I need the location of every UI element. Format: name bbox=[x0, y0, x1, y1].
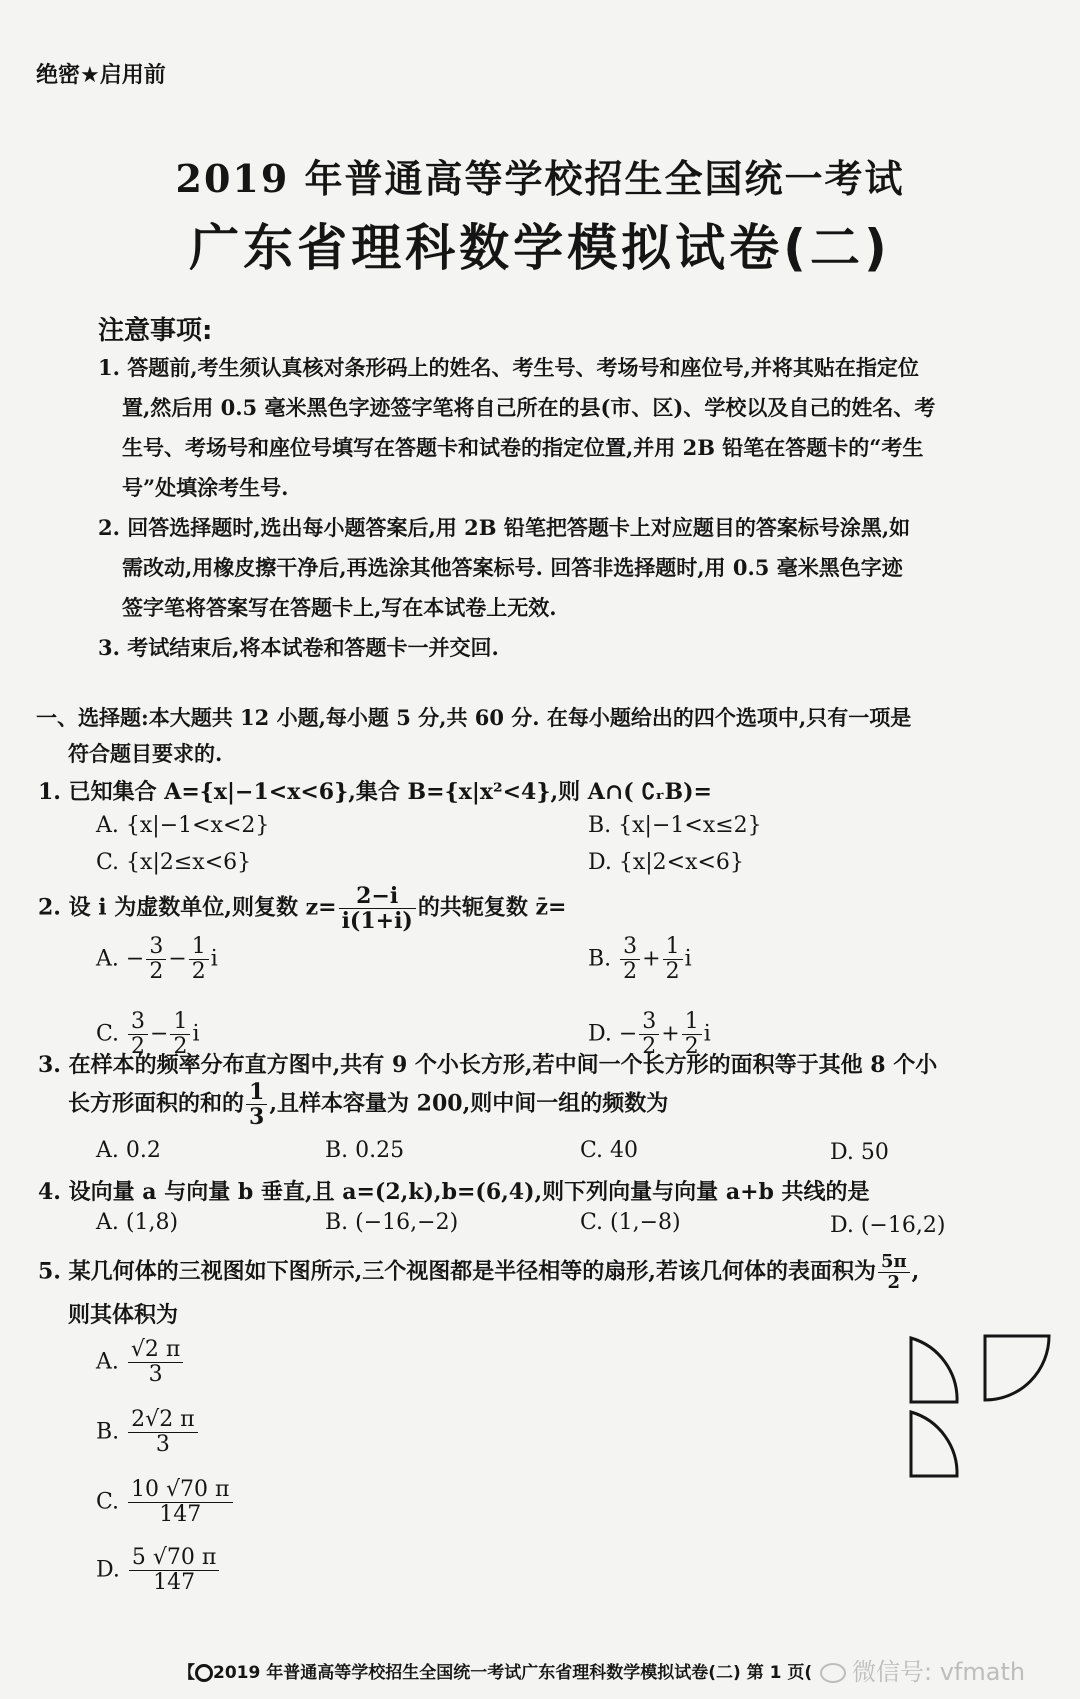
frac-num: 5 √70 π bbox=[129, 1546, 219, 1571]
frac-den: 2 bbox=[684, 1034, 699, 1060]
confidential-label: 绝密★启用前 bbox=[36, 63, 166, 88]
q2-frac-num: 2−i bbox=[339, 884, 416, 909]
three-view-figure bbox=[905, 1330, 1055, 1480]
frac-num: 3 bbox=[620, 935, 640, 960]
q5-option-c bbox=[96, 1478, 235, 1527]
option-label: C. bbox=[96, 1489, 120, 1515]
frac-num: √2 π bbox=[128, 1338, 183, 1363]
frac-num: 1 bbox=[170, 1010, 190, 1035]
footer-text: 2019 年普通高等学校招生全国统一考试广东省理科数学模拟试卷(二) 第 1 页( bbox=[213, 1663, 813, 1683]
option-label: D. bbox=[96, 1557, 120, 1583]
fraction bbox=[146, 935, 166, 984]
sign: + bbox=[661, 1021, 680, 1047]
frac-num: 3 bbox=[639, 1010, 659, 1035]
option-label: A. bbox=[96, 1349, 119, 1375]
notice-line: 生号、考场号和座位号填写在答题卡和试卷的指定位置,并用 2B 铅笔在答题卡的“考生 bbox=[122, 435, 924, 460]
frac-num: 5π bbox=[878, 1252, 910, 1273]
frac-num: 3 bbox=[128, 1010, 148, 1035]
frac-den: 2 bbox=[887, 1271, 901, 1293]
frac-den: 147 bbox=[153, 1570, 196, 1596]
frac-den: 2 bbox=[131, 1034, 146, 1060]
watermark-text: 微信号: vfmath bbox=[852, 1658, 1026, 1686]
fraction bbox=[128, 1408, 197, 1457]
question-3-line1: 3. 在样本的频率分布直方图中,共有 9 个小长方形,若中间一个长方形的面积等于其他 8 个小 bbox=[38, 1052, 938, 1078]
fraction bbox=[620, 935, 640, 984]
frac-den: 2 bbox=[665, 959, 680, 985]
publisher-logo-icon bbox=[195, 1664, 213, 1682]
question-5-line2: 则其体积为 bbox=[68, 1302, 179, 1328]
notice-heading: 注意事项: bbox=[98, 316, 213, 346]
q5-option-a bbox=[96, 1338, 185, 1387]
q5-option-b bbox=[96, 1408, 200, 1457]
fraction bbox=[663, 935, 683, 984]
wechat-icon bbox=[820, 1663, 846, 1683]
frac-den: 3 bbox=[148, 1362, 163, 1388]
fraction bbox=[128, 1338, 183, 1387]
frac-den: 3 bbox=[155, 1432, 170, 1458]
frac-num: 1 bbox=[663, 935, 683, 960]
fraction bbox=[129, 1546, 219, 1595]
frac-den: 3 bbox=[249, 1104, 265, 1131]
side-view-sector bbox=[985, 1336, 1049, 1400]
q5-text-pre: 5. 某几何体的三视图如下图所示,三个视图都是半径相等的扇形,若该几何体的表面积为 bbox=[38, 1258, 876, 1285]
notice-line: 1. 答题前,考生须认真核对条形码上的姓名、考生号、考场号和座位号,并将其贴在指定位 bbox=[98, 355, 919, 380]
watermark bbox=[820, 1652, 1025, 1687]
q2-fraction bbox=[339, 884, 416, 933]
sign: − bbox=[168, 946, 187, 972]
q1-option-c: C. {x|2≤x<6} bbox=[96, 850, 252, 875]
frac-den: 2 bbox=[191, 959, 206, 985]
question-4-stem: 4. 设向量 a 与向量 b 垂直,且 a=(2,k),b=(6,4),则下列向量与向量 a+b 共线的是 bbox=[38, 1179, 870, 1205]
front-view-sector bbox=[911, 1338, 957, 1402]
sign: − bbox=[618, 1021, 638, 1047]
exam-subtitle: 广东省理科数学模拟试卷(二) bbox=[189, 219, 891, 277]
section-heading: 一、选择题:本大题共 12 小题,每小题 5 分,共 60 分. 在每小题给出的四个选项中,只有一项是 bbox=[36, 705, 912, 730]
fraction bbox=[128, 1478, 232, 1527]
sign: + bbox=[642, 946, 661, 972]
frac-num: 1 bbox=[246, 1080, 267, 1105]
q2-option-b bbox=[588, 935, 692, 984]
notice-line: 签字笔将答案写在答题卡上,写在本试卷上无效. bbox=[122, 595, 557, 620]
frac-num: 1 bbox=[189, 935, 209, 960]
notice-line: 置,然后用 0.5 毫米黑色字迹签字笔将自己所在的县(市、区)、学校以及自己的姓名、考 bbox=[122, 395, 936, 420]
frac-den: 2 bbox=[623, 959, 638, 985]
exam-title: 2019 年普通高等学校招生全国统一考试 bbox=[175, 156, 905, 201]
option-label: C. bbox=[96, 1021, 120, 1047]
option-label: B. bbox=[96, 1419, 120, 1445]
top-view-sector bbox=[911, 1412, 957, 1476]
frac-num: 3 bbox=[146, 935, 166, 960]
q3-option-d: D. 50 bbox=[830, 1140, 889, 1165]
option-label: D. bbox=[588, 1021, 612, 1047]
q3-text-post: ,且样本容量为 200,则中间一组的频数为 bbox=[269, 1090, 669, 1117]
notice-line: 2. 回答选择题时,选出每小题答案后,用 2B 铅笔把答题卡上对应题目的答案标号涂黑,如 bbox=[98, 515, 911, 540]
q1-option-b: B. {x|−1<x≤2} bbox=[588, 813, 762, 838]
q2-frac-den: i(1+i) bbox=[341, 908, 413, 935]
q4-option-a: A. (1,8) bbox=[96, 1210, 179, 1235]
footer-bracket: 【 bbox=[178, 1663, 195, 1683]
q4-option-d: D. (−16,2) bbox=[830, 1213, 946, 1238]
q3-option-c: C. 40 bbox=[580, 1138, 639, 1163]
frac-den: 147 bbox=[159, 1502, 202, 1528]
q1-option-a: A. {x|−1<x<2} bbox=[96, 813, 270, 838]
notice-line: 3. 考试结束后,将本试卷和答题卡一并交回. bbox=[98, 635, 499, 660]
sign: − bbox=[125, 946, 145, 972]
imag-unit: i bbox=[703, 1021, 711, 1047]
q2-stem-post: 的共轭复数 z̄= bbox=[417, 894, 567, 921]
frac-num: 10 √70 π bbox=[128, 1478, 232, 1503]
frac-num: 2√2 π bbox=[128, 1408, 197, 1433]
q4-option-b: B. (−16,−2) bbox=[325, 1210, 459, 1235]
q3-option-b: B. 0.25 bbox=[325, 1138, 405, 1163]
question-2-stem bbox=[38, 884, 566, 933]
q5-text-post: , bbox=[911, 1258, 920, 1285]
q5-option-d bbox=[96, 1546, 221, 1595]
frac-num: 1 bbox=[682, 1010, 702, 1035]
notice-line: 需改动,用橡皮擦干净后,再选涂其他答案标号. 回答非选择题时,用 0.5 毫米黑色字迹 bbox=[122, 555, 903, 580]
q3-fraction bbox=[246, 1080, 267, 1129]
section-heading-cont: 符合题目要求的. bbox=[68, 741, 223, 766]
frac-den: 2 bbox=[149, 959, 164, 985]
frac-den: 2 bbox=[173, 1034, 188, 1060]
frac-den: 2 bbox=[642, 1034, 657, 1060]
q2-stem-pre: 2. 设 i 为虚数单位,则复数 z= bbox=[38, 894, 337, 921]
question-1-stem: 1. 已知集合 A={x|−1<x<6},集合 B={x|x²<4},则 A∩( ∁ᵣB)= bbox=[38, 779, 712, 805]
option-label: A. bbox=[96, 946, 119, 972]
q4-option-c: C. (1,−8) bbox=[580, 1210, 681, 1235]
q5-area-fraction bbox=[878, 1252, 910, 1293]
page-footer bbox=[178, 1658, 812, 1683]
q1-option-d: D. {x|2<x<6} bbox=[588, 850, 744, 875]
imag-unit: i bbox=[684, 946, 692, 972]
question-5-line1 bbox=[38, 1252, 919, 1293]
fraction bbox=[189, 935, 209, 984]
notice-line: 号”处填涂考生号. bbox=[122, 475, 289, 500]
option-label: B. bbox=[588, 946, 612, 972]
sign: − bbox=[150, 1021, 169, 1047]
imag-unit: i bbox=[210, 946, 218, 972]
q3-option-a: A. 0.2 bbox=[96, 1138, 161, 1163]
q2-option-a bbox=[96, 935, 218, 984]
q3-text-pre: 长方形面积的和的 bbox=[68, 1090, 245, 1117]
imag-unit: i bbox=[192, 1021, 200, 1047]
question-3-line2 bbox=[68, 1080, 668, 1129]
